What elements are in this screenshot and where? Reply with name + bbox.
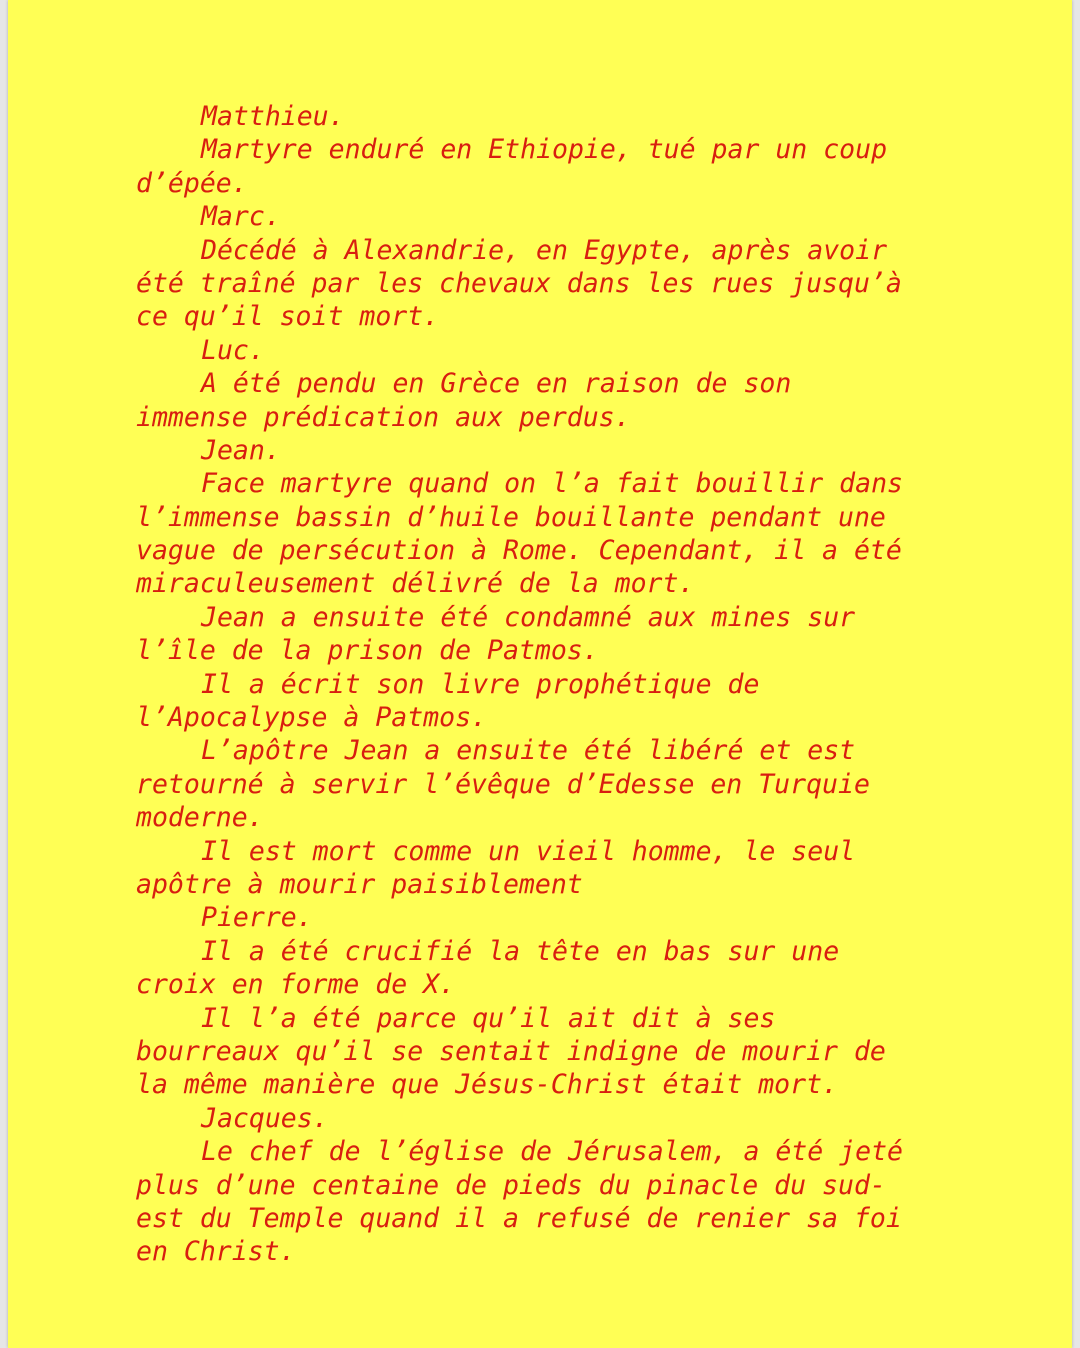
text-line: ce qu’il soit mort. [136, 301, 440, 333]
paragraph-first-line: Pierre. [201, 902, 313, 934]
paragraph-first-line: Il l’a été parce qu’il ait dit à ses [201, 1002, 776, 1034]
text-line: bourreaux qu’il se sentait indigne de mourir de [136, 1035, 886, 1067]
paragraph-first-line: Jean. [201, 434, 281, 466]
text-line: la même manière que Jésus-Christ était mort. [136, 1069, 838, 1101]
paragraph-first-line: Il a écrit son livre prophétique de [201, 668, 760, 700]
text-line: croix en forme de X. [136, 969, 456, 1001]
document-page [8, 0, 1072, 1348]
paragraph-first-line: Décédé à Alexandrie, en Egypte, après avoir [201, 234, 888, 266]
paragraph-first-line: Martyre enduré en Ethiopie, tué par un coup [201, 134, 888, 166]
text-line: moderne. [136, 802, 264, 834]
paragraph-first-line: Marc. [201, 201, 281, 233]
text-line: été traîné par les chevaux dans les rues jusqu’à [136, 267, 902, 299]
text-line: vague de persécution à Rome. Cependant, il a été [136, 535, 902, 567]
text-line: plus d’une centaine de pieds du pinacle du sud- [136, 1169, 886, 1201]
text-line: l’île de la prison de Patmos. [136, 635, 599, 667]
text-line: immense prédication aux perdus. [136, 401, 631, 433]
text-line: miraculeusement délivré de la mort. [136, 568, 695, 600]
text-line: l’immense bassin d’huile bouillante pendant une [136, 501, 886, 533]
text-line: retourné à servir l’évêque d’Edesse en Turquie [136, 768, 870, 800]
paragraph-first-line: Le chef de l’église de Jérusalem, a été jeté [201, 1136, 903, 1168]
text-line: d’épée. [136, 167, 248, 199]
paragraph-first-line: A été pendu en Grèce en raison de son [201, 368, 792, 400]
text-line: en Christ. [136, 1236, 296, 1268]
text-line: l’Apocalypse à Patmos. [136, 702, 487, 734]
text-line: apôtre à mourir paisiblement [136, 868, 583, 900]
paragraph-first-line: Matthieu. [201, 101, 345, 132]
paragraph-first-line: Luc. [201, 334, 265, 366]
paragraph-first-line: Jacques. [201, 1102, 329, 1134]
paragraph-first-line: L’apôtre Jean a ensuite été libéré et est [201, 735, 856, 767]
text-line: est du Temple quand il a refusé de renier sa foi [136, 1202, 902, 1234]
paragraph-first-line: Jean a ensuite été condamné aux mines sur [201, 601, 856, 633]
paragraph-first-line: Face martyre quand on l’a fait bouillir dans [201, 468, 903, 500]
document-text [136, 100, 966, 1269]
paragraph-first-line: Il a été crucifié la tête en bas sur une [201, 935, 840, 967]
paragraph-first-line: Il est mort comme un vieil homme, le seul [201, 835, 856, 867]
